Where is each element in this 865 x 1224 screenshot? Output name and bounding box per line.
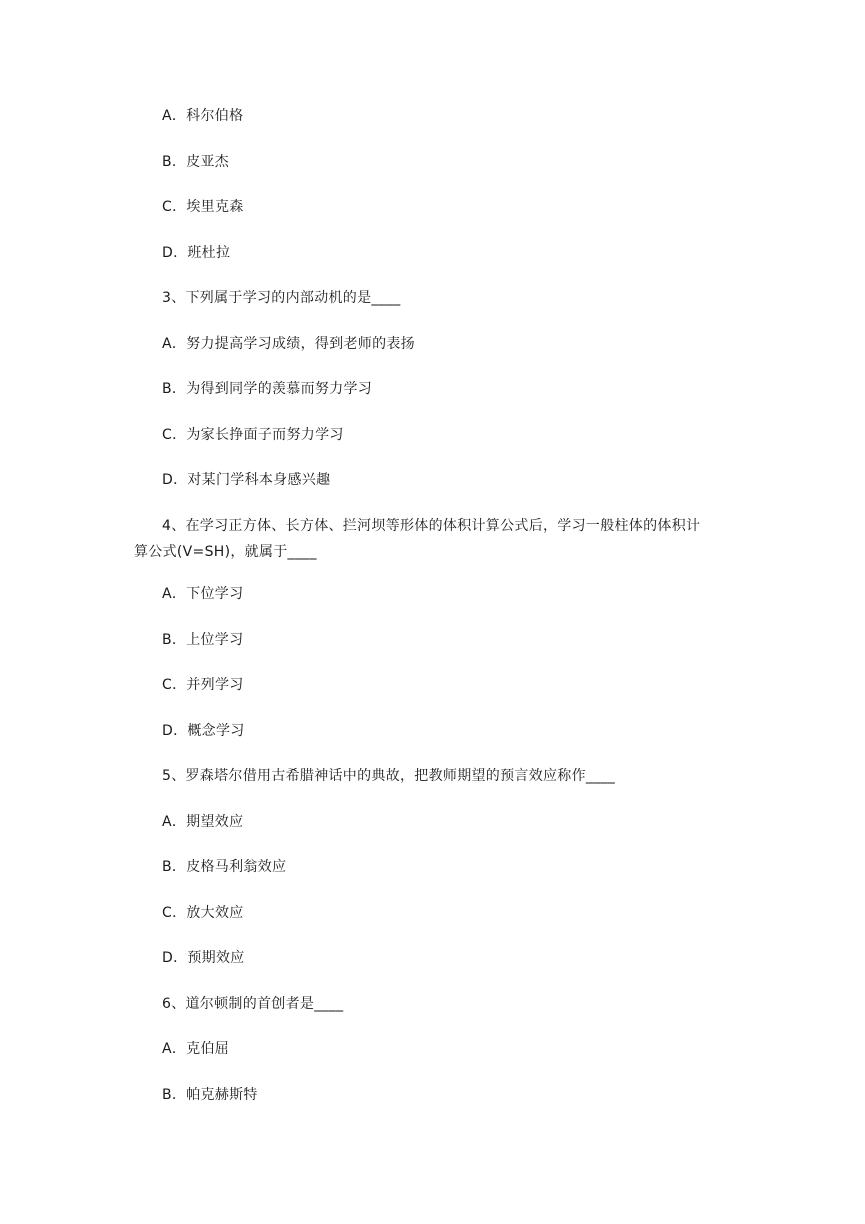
question-5: 5、罗森塔尔借用古希腊神话中的典故，把教师期望的预言效应称作____ xyxy=(162,768,616,784)
question-3: 3、下列属于学习的内部动机的是____ xyxy=(162,290,401,306)
option-c-q3: C．为家长挣面子而努力学习 xyxy=(162,427,344,443)
option-a-q2: A．科尔伯格 xyxy=(162,108,244,124)
question-4-line-1: 4、在学习正方体、长方体、拦河坝等形体的体积计算公式后，学习一般柱体的体积计 xyxy=(162,518,701,534)
option-a-q4: A．下位学习 xyxy=(162,586,244,602)
option-a-q6: A．克伯屈 xyxy=(162,1041,230,1057)
option-d-q2: D．班杜拉 xyxy=(162,245,231,261)
option-c-q5: C．放大效应 xyxy=(162,905,244,921)
option-d-q4: D．概念学习 xyxy=(162,723,245,739)
option-d-q3: D．对某门学科本身感兴趣 xyxy=(162,472,331,488)
option-b-q4: B．上位学习 xyxy=(162,632,244,648)
option-b-q6: B．帕克赫斯特 xyxy=(162,1087,258,1103)
question-6: 6、道尔顿制的首创者是____ xyxy=(162,996,344,1012)
option-a-q5: A．期望效应 xyxy=(162,814,244,830)
option-a-q3: A．努力提高学习成绩，得到老师的表扬 xyxy=(162,336,415,352)
option-d-q5: D．预期效应 xyxy=(162,950,245,966)
option-c-q2: C．埃里克森 xyxy=(162,199,244,215)
option-c-q4: C．并列学习 xyxy=(162,677,244,693)
option-b-q5: B．皮格马利翁效应 xyxy=(162,859,287,875)
option-b-q3: B．为得到同学的羡慕而努力学习 xyxy=(162,381,373,397)
question-4-line-2: 算公式(V=SH)，就属于____ xyxy=(134,544,317,560)
option-b-q2: B．皮亚杰 xyxy=(162,154,230,170)
